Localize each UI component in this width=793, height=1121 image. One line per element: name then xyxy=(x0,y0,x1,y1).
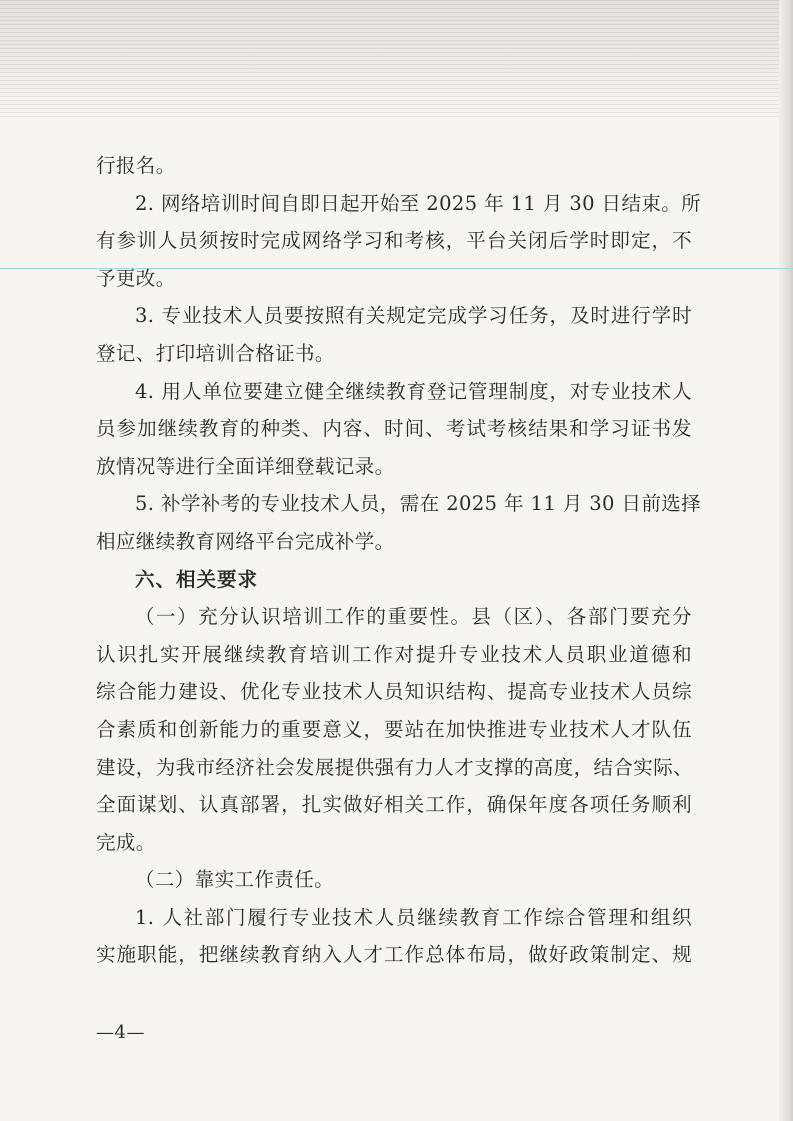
paragraph-line: 5. 补学补考的专业技术人员，需在 2025 年 11 月 30 日前选择 xyxy=(135,492,702,516)
paragraph-line: 2. 网络培训时间自即日起开始至 2025 年 11 月 30 日结束。所 xyxy=(135,191,702,215)
paragraph-line: 登记、打印培训合格证书。 xyxy=(96,341,335,365)
scan-shadow-band xyxy=(0,0,793,118)
paragraph-line: 认识扎实开展继续教育培训工作对提升专业技术人员职业道德和 xyxy=(96,642,692,666)
paragraph-line: 1. 人社部门履行专业技术人员继续教育工作综合管理和组织 xyxy=(135,905,692,929)
paragraph-line: 相应继续教育网络平台完成补学。 xyxy=(96,529,395,553)
paragraph-line: 建设，为我市经济社会发展提供强有力人才支撑的高度，结合实际、 xyxy=(96,755,694,779)
paragraph-line: 综合能力建设、优化专业技术人员知识结构、提高专业技术人员综 xyxy=(96,680,692,704)
paragraph-line: 有参训人员须按时完成网络学习和考核，平台关闭后学时即定，不 xyxy=(96,229,692,253)
section-heading: 六、相关要求 xyxy=(135,567,259,591)
paragraph-line: 4. 用人单位要建立健全继续教育登记管理制度，对专业技术人 xyxy=(135,379,692,403)
scan-right-edge xyxy=(779,0,793,1121)
paragraph-line: 全面谋划、认真部署，扎实做好相关工作，确保年度各项任务顺利 xyxy=(96,793,692,817)
subsection-heading: （二）靠实工作责任。 xyxy=(135,868,335,892)
paragraph-line: （一）充分认识培训工作的重要性。县（区）、各部门要充分 xyxy=(135,605,692,629)
paragraph-line: 予更改。 xyxy=(96,266,176,290)
paragraph-line: 放情况等进行全面详细登载记录。 xyxy=(96,454,395,478)
paragraph-line: 实施职能，把继续教育纳入人才工作总体布局，做好政策制定、规 xyxy=(96,943,692,967)
paragraph-line: 3. 专业技术人员要按照有关规定完成学习任务，及时进行学时 xyxy=(135,304,692,328)
document-body xyxy=(96,147,702,974)
paragraph-line: 完成。 xyxy=(96,830,156,854)
paragraph-line: 员参加继续教育的种类、内容、时间、考试考核结果和学习证书发 xyxy=(96,417,692,441)
paragraph-line: 合素质和创新能力的重要意义，要站在加快推进专业技术人才队伍 xyxy=(96,717,692,741)
page-number: —4— xyxy=(96,1022,145,1043)
paragraph-line: 行报名。 xyxy=(96,154,176,177)
